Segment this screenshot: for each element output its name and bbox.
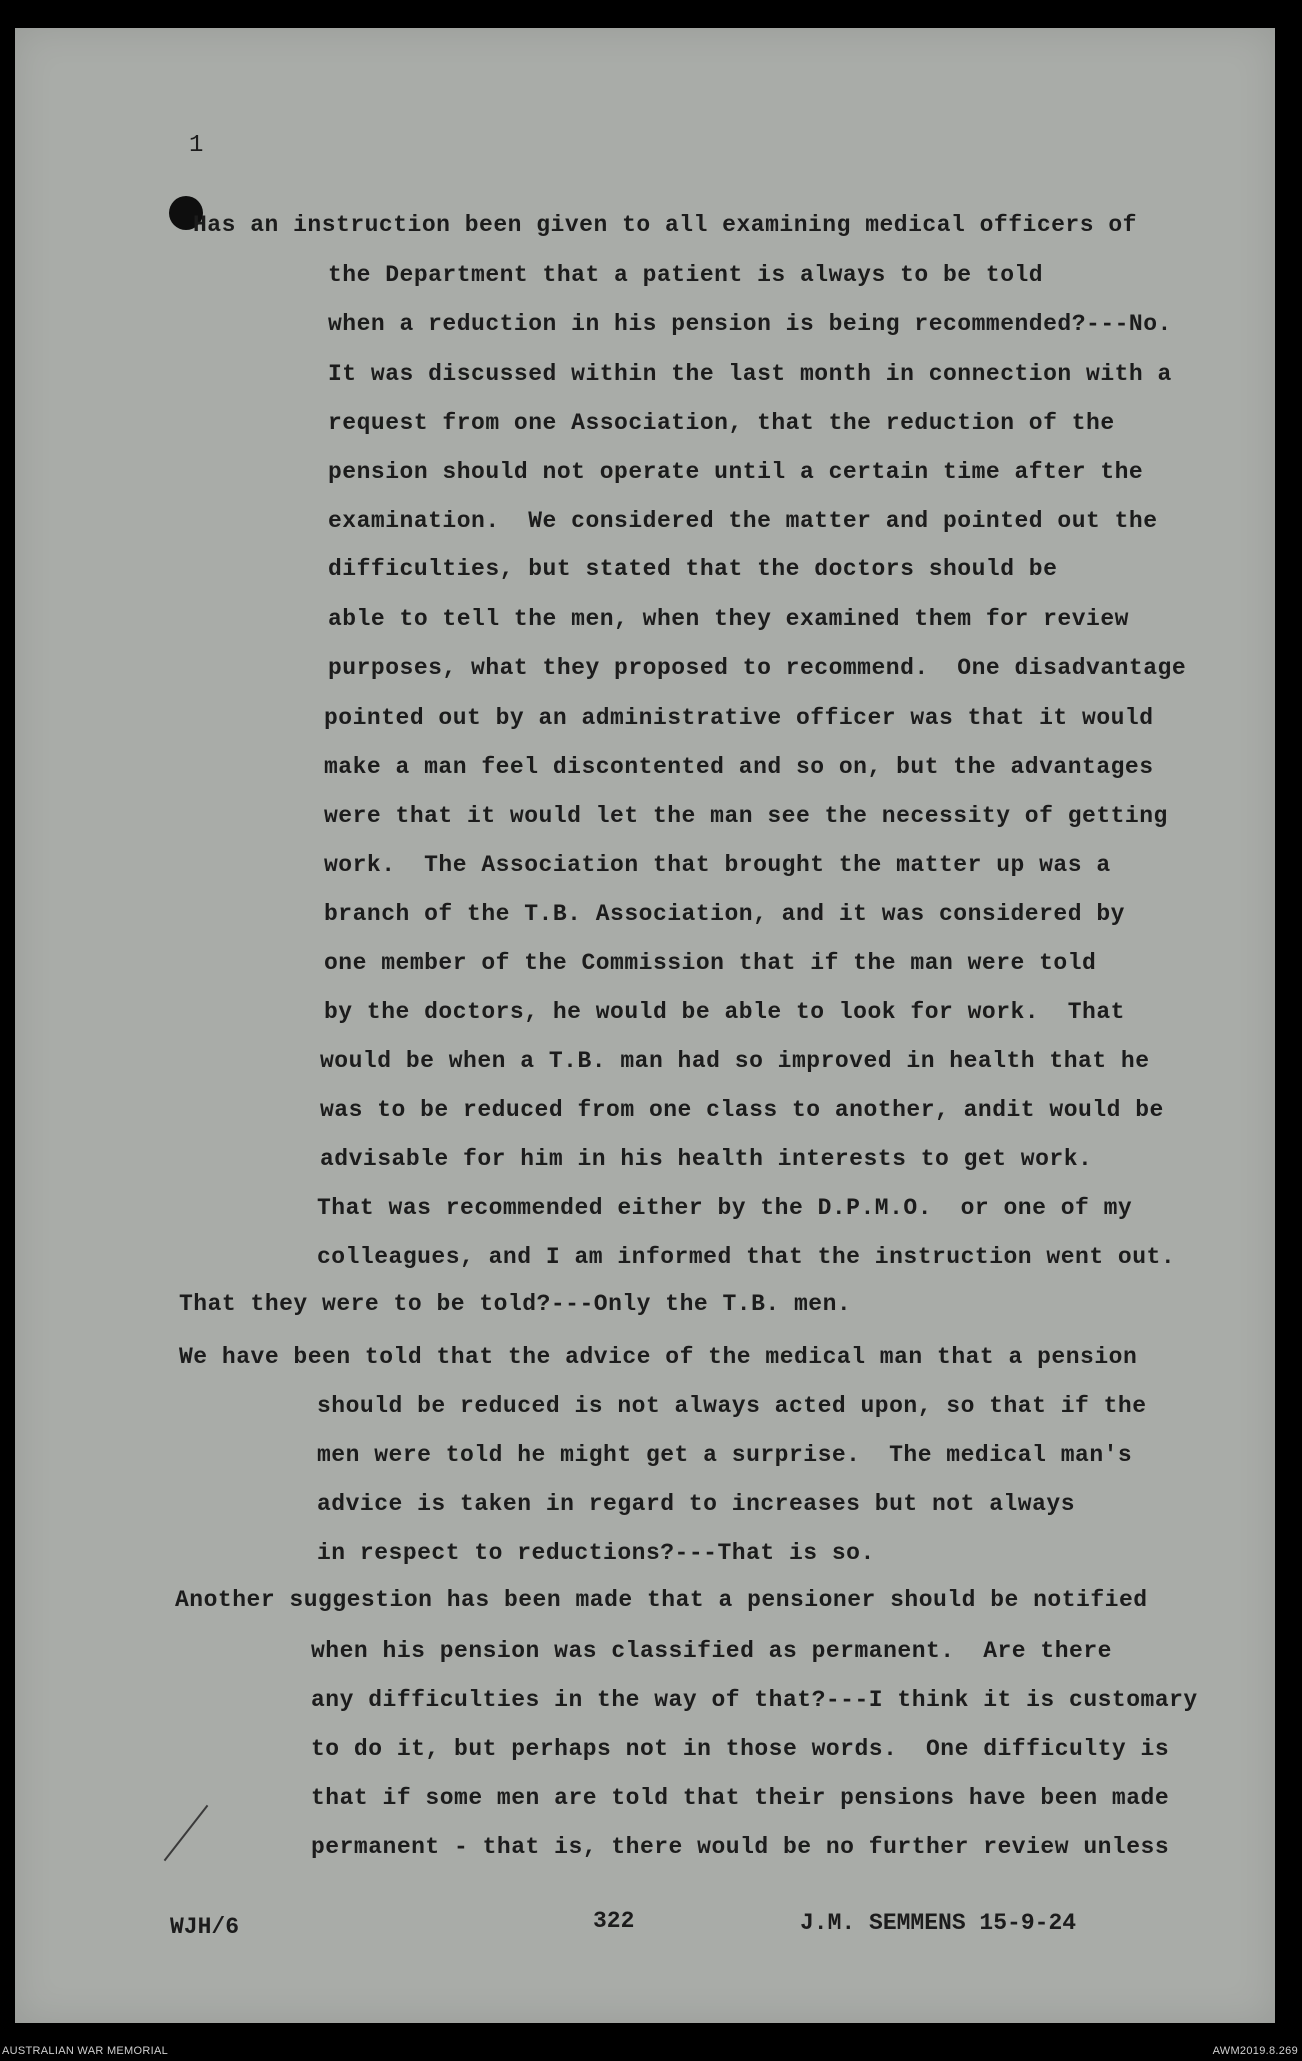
text-line: advice is taken in regard to increases but not always — [317, 1491, 1076, 1517]
text-line: difficulties, but stated that the doctors should be — [328, 556, 1058, 582]
text-line: request from one Association, that the reduction of the — [328, 410, 1115, 436]
text-line: when his pension was classified as permanent. Are there — [311, 1638, 1112, 1664]
document-page — [15, 28, 1275, 2023]
text-line: pointed out by an administrative officer was that it would — [324, 705, 1154, 731]
text-line: men were told he might get a surprise. The medical man's — [317, 1442, 1133, 1468]
text-line: colleagues, and I am informed that the instruction went out. — [317, 1244, 1176, 1270]
archive-credit: AUSTRALIAN WAR MEMORIAL — [2, 2045, 169, 2057]
text-line: any difficulties in the way of that?---I think it is customary — [311, 1687, 1198, 1713]
footer-reference: WJH/6 — [170, 1914, 240, 1940]
text-line: was to be reduced from one class to another, andit would be — [320, 1097, 1164, 1123]
margin-mark: 1 — [189, 132, 204, 159]
text-line: make a man feel discontented and so on, but the advantages — [324, 754, 1154, 780]
text-line: should be reduced is not always acted upon, so that if the — [317, 1393, 1147, 1419]
question-line: We have been told that the advice of the medical man that a pension — [179, 1344, 1138, 1370]
archive-id: AWM2019.8.269 — [1212, 2045, 1298, 2057]
text-line: the Department that a patient is always to be told — [328, 262, 1044, 288]
text-line: purposes, what they proposed to recommend. One disadvantage — [328, 655, 1187, 681]
text-line: one member of the Commission that if the man were told — [324, 950, 1097, 976]
question-line: That they were to be told?---Only the T.B. men. — [179, 1291, 852, 1317]
text-line: to do it, but perhaps not in those words. One difficulty is — [311, 1736, 1170, 1762]
text-line: permanent - that is, there would be no further review unless — [311, 1834, 1170, 1860]
text-line: by the doctors, he would be able to look for work. That — [324, 999, 1125, 1025]
text-line: able to tell the men, when they examined them for review — [328, 606, 1129, 632]
text-line: pension should not operate until a certain time after the — [328, 459, 1144, 485]
text-line: were that it would let the man see the necessity of getting — [324, 803, 1168, 829]
text-line: That was recommended either by the D.P.M.O. or one of my — [317, 1195, 1133, 1221]
text-line: that if some men are told that their pensions have been made — [311, 1785, 1170, 1811]
text-line: examination. We considered the matter and pointed out the — [328, 508, 1158, 534]
footer-witness: J.M. SEMMENS 15-9-24 — [800, 1910, 1077, 1936]
text-line: would be when a T.B. man had so improved in health that he — [320, 1048, 1150, 1074]
text-line: when a reduction in his pension is being recommended?---No. — [328, 311, 1172, 337]
pen-stroke — [164, 1805, 209, 1861]
page-number: 322 — [593, 1908, 635, 1934]
text-line: It was discussed within the last month in connection with a — [328, 361, 1172, 387]
question-line: Has an instruction been given to all examining medical officers of — [193, 212, 1137, 238]
text-line: branch of the T.B. Association, and it was considered by — [324, 901, 1125, 927]
question-line: Another suggestion has been made that a pensioner should be notified — [175, 1587, 1148, 1613]
text-line: in respect to reductions?---That is so. — [317, 1540, 875, 1566]
text-line: work. The Association that brought the matter up was a — [324, 852, 1111, 878]
text-line: advisable for him in his health interests to get work. — [320, 1146, 1093, 1172]
